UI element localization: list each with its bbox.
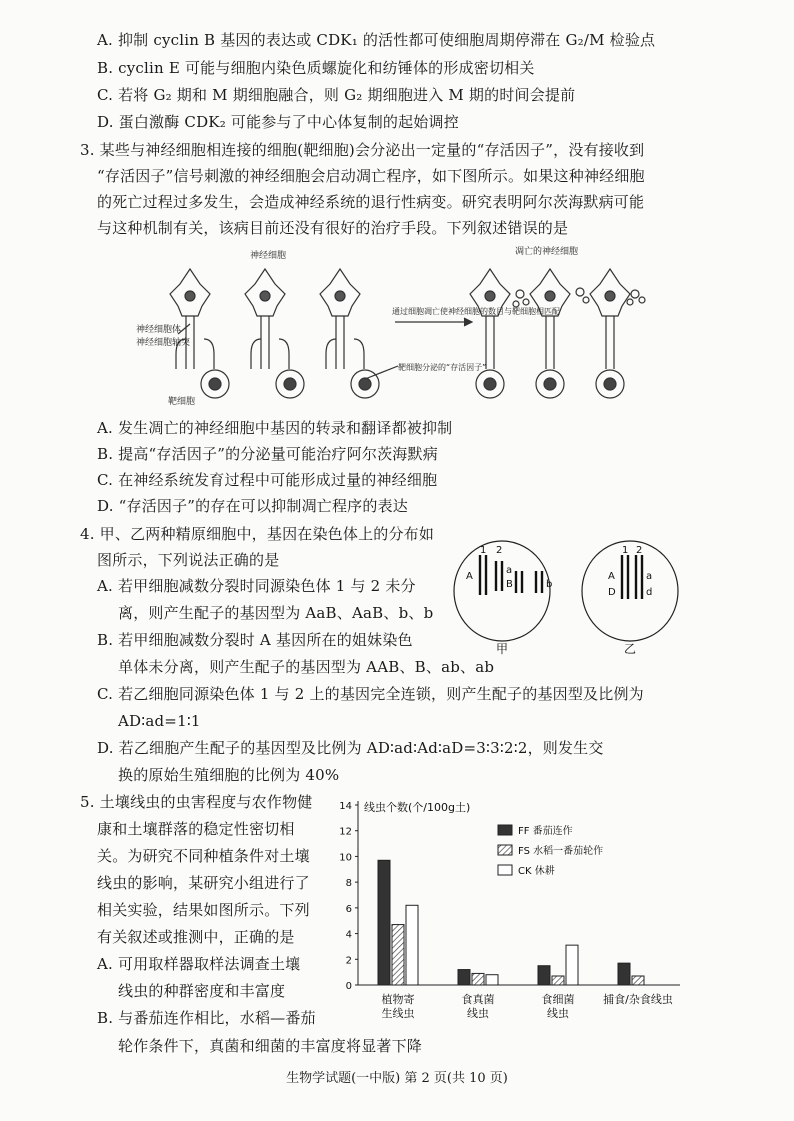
y-tick-label: 8: [345, 878, 352, 890]
bar-2-0: [538, 966, 550, 985]
q4-option-d-line-1: D. 若乙细胞产生配子的基因型及比例为 AD∶ad∶Ad∶aD=3∶3∶2∶2，则发生交: [97, 739, 604, 757]
neuron-apoptosis-figure: [130, 244, 670, 414]
y-tick-label: 2: [345, 955, 352, 967]
q5-option-b-line-2: 轮作条件下，真菌和细菌的丰富度将显著下降: [118, 1037, 423, 1055]
bar-1-0: [458, 970, 470, 985]
x-tick-label: 食细菌: [541, 993, 575, 1006]
q5-stem-line-5: 相关实验，结果如图所示。下列: [97, 901, 310, 919]
q5-option-b-line-1: B. 与番茄连作相比，水稻—番茄: [97, 1009, 316, 1027]
q4-option-b-line-2: 单体未分离，则产生配子的基因型为 AAB、B、ab、ab: [118, 658, 495, 676]
q3-stem-line-3: 的死亡过程过多发生，会造成神经系统的退行性病变。研究表明阿尔茨海默病可能: [97, 193, 645, 211]
q2-option-a: A. 抑制 cyclin B 基因的表达或 CDK₁ 的活性都可使细胞周期停滞在 G₂/M 检验点: [97, 31, 656, 49]
q4-option-a-line-1: A. 若甲细胞减数分裂时同源染色体 1 与 2 未分: [97, 577, 416, 595]
legend-label-0: FF 番茄连作: [518, 826, 573, 837]
bar-3-0: [618, 963, 630, 985]
x-tick-label: 线虫: [467, 1007, 489, 1020]
label-target-cell: 靶细胞: [168, 397, 196, 407]
q4-option-c-line-1: C. 若乙细胞同源染色体 1 与 2 上的基因完全连锁，则产生配子的基因型及比例为: [97, 685, 644, 703]
q5-stem-line-2: 康和土壤群落的稳定性密切相: [97, 820, 295, 838]
label-survival-factor: 靶细胞分泌的“存活因子”: [398, 363, 487, 372]
bar-1-2: [486, 975, 498, 985]
label-cell-body: 神经细胞体: [136, 325, 182, 335]
legend-label-2: CK 休耕: [518, 866, 555, 877]
y-tick-label: 12: [339, 826, 352, 838]
x-tick-label: 生线虫: [381, 1007, 415, 1020]
q3-option-a: A. 发生凋亡的神经细胞中基因的转录和翻译都被抑制: [97, 419, 453, 437]
chart-y-axis-label: 线虫个数(个/100g土): [364, 801, 471, 814]
x-tick-label: 食真菌: [461, 993, 495, 1006]
x-tick-label: 线虫: [547, 1007, 569, 1020]
q3-stem-line-2: “存活因子”信号刺激的神经细胞会启动凋亡程序，如下图所示。如果这种神经细胞: [97, 167, 645, 185]
y-tick-label: 0: [345, 981, 352, 992]
q3-stem-line-1: 3. 某些与神经细胞相连接的细胞(靶细胞)会分泌出一定量的“存活因子”，没有接收到: [80, 141, 645, 159]
legend-swatch-2: [498, 865, 512, 875]
bar-0-2: [406, 905, 418, 985]
q2-option-d: D. 蛋白激酶 CDK₂ 可能参与了中心体复制的起始调控: [97, 113, 459, 131]
chromosome-figure: [450, 535, 690, 655]
nematode-bar-chart: [330, 795, 690, 1030]
bar-0-0: [378, 860, 390, 985]
bar-2-1: [552, 976, 564, 985]
y-tick-label: 6: [345, 903, 352, 915]
q3-option-d: D. “存活因子”的存在可以抑制凋亡程序的表达: [97, 497, 408, 515]
q3-option-b: B. 提高“存活因子”的分泌量可能治疗阿尔茨海默病: [97, 445, 438, 463]
q4-option-a-line-2: 离，则产生配子的基因型为 AaB、AaB、b、b: [118, 604, 434, 622]
bar-0-1: [392, 925, 404, 985]
y-tick-label: 4: [345, 929, 352, 941]
gene-B-jia: B: [506, 579, 513, 590]
q4-stem-line-1: 4. 甲、乙两种精原细胞中，基因在染色体上的分布如: [80, 525, 435, 543]
y-tick-label: 10: [339, 852, 352, 864]
q5-stem-line-1: 5. 土壤线虫的虫害程度与农作物健: [80, 793, 313, 811]
gene-A-jia: A: [466, 571, 473, 582]
bar-2-2: [566, 945, 578, 985]
label-apoptotic-neuron: 凋亡的神经细胞: [515, 247, 579, 257]
label-neuron: 神经细胞: [250, 251, 287, 261]
q2-option-b: B. cyclin E 可能与细胞内染色质螺旋化和纺锤体的形成密切相关: [97, 59, 535, 77]
q4-option-b-line-1: B. 若甲细胞减数分裂时 A 基因所在的姐妹染色: [97, 631, 413, 649]
gene-d-yi: d: [646, 587, 653, 598]
label-process: 通过细胞凋亡使神经细胞的数目与靶细胞相匹配: [392, 307, 560, 316]
gene-a-yi: a: [646, 571, 653, 582]
label-axon: 神经细胞轴突: [136, 338, 191, 348]
q4-stem-line-2: 图所示，下列说法正确的是: [97, 551, 280, 569]
x-tick-label: 植物寄: [381, 993, 415, 1006]
q5-option-a-line-1: A. 可用取样器取样法调查土壤: [97, 955, 301, 973]
q5-stem-line-3: 关。为研究不同种植条件对土壤: [97, 847, 310, 865]
chrom-num-2-jia: 2: [496, 545, 503, 556]
bar-3-1: [632, 976, 644, 985]
page-footer: 生物学试题(一中版) 第 2 页(共 10 页): [286, 1071, 508, 1086]
gene-a-jia: a: [506, 565, 513, 576]
gene-D-yi: D: [608, 587, 616, 598]
chrom-num-2-yi: 2: [636, 545, 643, 556]
q4-option-d-line-2: 换的原始生殖细胞的比例为 40%: [118, 766, 340, 784]
bar-1-1: [472, 973, 484, 985]
legend-swatch-0: [498, 825, 512, 835]
q4-option-c-line-2: AD∶ad=1∶1: [118, 712, 201, 730]
chrom-num-1-jia: 1: [480, 545, 487, 556]
q5-stem-line-6: 有关叙述或推测中，正确的是: [97, 928, 295, 946]
cell-label-jia: 甲: [496, 642, 509, 655]
legend-label-1: FS 水稻一番茄轮作: [518, 846, 604, 857]
gene-b-jia: b: [546, 579, 553, 590]
legend-swatch-1: [498, 845, 512, 855]
cell-label-yi: 乙: [624, 642, 637, 655]
q3-stem-line-4: 与这种机制有关，该病目前还没有很好的治疗手段。下列叙述错误的是: [97, 219, 569, 237]
q3-option-c: C. 在神经系统发育过程中可能形成过量的神经细胞: [97, 471, 438, 489]
chrom-num-1-yi: 1: [622, 545, 629, 556]
y-tick-label: 14: [339, 801, 352, 812]
x-tick-label: 捕食/杂食线虫: [603, 993, 673, 1006]
q5-option-a-line-2: 线虫的种群密度和丰富度: [118, 982, 286, 1000]
q5-stem-line-4: 线虫的影响，某研究小组进行了: [97, 874, 310, 892]
q2-option-c: C. 若将 G₂ 期和 M 期细胞融合，则 G₂ 期细胞进入 M 期的时间会提前: [97, 86, 576, 104]
gene-A-yi: A: [608, 571, 615, 582]
